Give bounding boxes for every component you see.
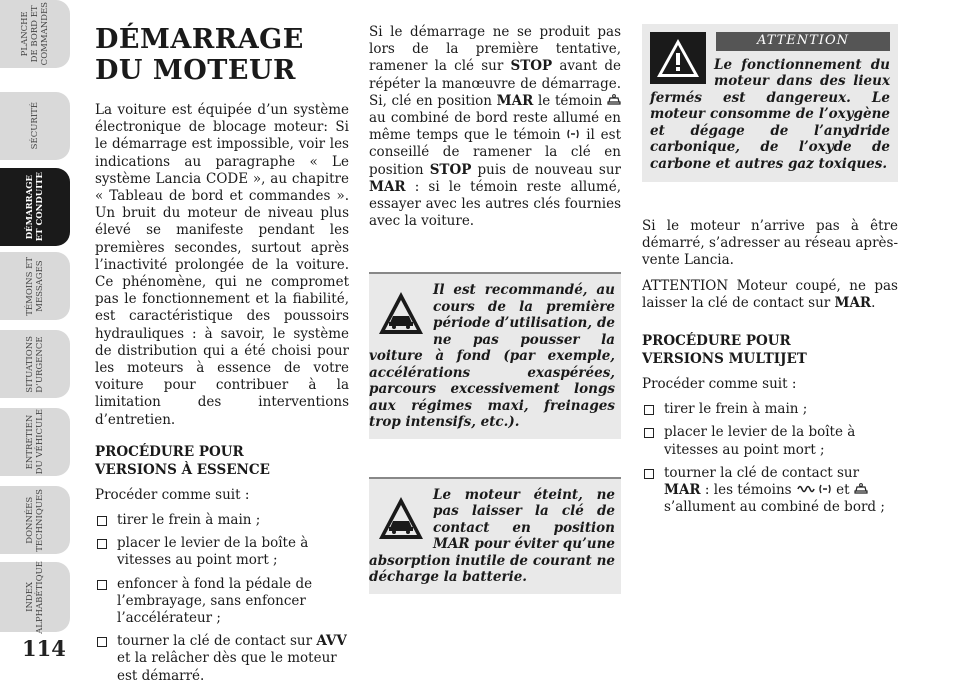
retry-paragraph: Si le démarrage ne se produit pas lors de la première tentative, ramener la clé sur STOP avant de répéter la manœuvre de démarrage. Si, clé en position MAR le témoin au combiné de bord reste allumé en même temps que le témoin il est conseillé de ramener la clé en position STOP puis de nouveau sur MAR : si le témoin reste allumé, essayer avec les autres clés fournies avec la voiture. (369, 24, 622, 230)
glow-plug-icon (818, 483, 832, 495)
attention-box (642, 24, 898, 182)
list-item: placer le levier de la boîte à vitesses au point mort ; (95, 535, 349, 569)
column-2 (369, 24, 621, 594)
car-key-warning-icon (607, 94, 621, 106)
tab-index-alphabetique[interactable]: INDEX ALPHABÉTIQUE (0, 562, 70, 632)
procedure-list-essence (95, 512, 349, 685)
tab-demarrage-et-conduite[interactable]: DÉMARRAGE ET CONDUITE (0, 168, 70, 246)
list-item: placer le levier de la boîte à vitesses au point mort ; (642, 424, 898, 458)
car-warning-triangle-icon (377, 493, 425, 543)
car-key-warning-icon (854, 483, 868, 495)
tab-temoins-et-messages[interactable]: TÉMOINS ET MESSAGES (0, 252, 70, 320)
tab-planche-de-bord[interactable]: PLANCHE DE BORD ET COMMANDES (0, 0, 70, 68)
tab-situations-urgence[interactable]: SITUATIONS D’URGENCE (0, 330, 70, 398)
page-title: DÉMARRAGE DU MOTEUR (95, 24, 304, 86)
list-item: tourner la clé de contact sur AVV et la relâcher dès que le moteur est démarré. (95, 633, 349, 685)
attention-text: Le fonctionnement du moteur dans des lieux fermés est dangereux. Le moteur consomme de l’oxygène et dégage de l’anydride carbonique, de l’oxyde de carbone et autres gaz toxiques. (650, 56, 890, 172)
procedure-lead: Procéder comme suit : (642, 376, 797, 393)
procedure-lead: Procéder comme suit : (95, 486, 250, 503)
column-1 (95, 24, 349, 691)
note-running-in: Il est recommandé, au cours de la première période d’utilisation, de ne pas pousser la voiture à fond (par exemple, accélérations exaspérées, parcours excessivement longs aux régimes maxi, freinages trop intensifs, etc.). (369, 272, 621, 439)
list-item: tirer le frein à main ; (642, 401, 898, 418)
attention-key-paragraph: ATTENTION Moteur coupé, ne pas laisser la clé de contact sur MAR. (642, 277, 898, 311)
intro-paragraph: La voiture est équipée d’un système électronique de blocage moteur: Si le démarrage est impossible, voir les indications au paragraphe « Le système Lancia CODE », au chapitre « Tableau de bord et commandes ». Un bruit du moteur de niveau plus élevé se manifeste pendant les premières secondes, surtout après l’inactivité prolongée de la voiture. Ce phénomène, qui ne compromet pas le fonctionnement et la fiabilité, est caractéristique des poussoirs hydrauliques : à savoir, le système de distribution qui a été choisi pour les moteurs à essence de votre voiture pour contribuer à la limitation des interventions d’entretien. (95, 102, 349, 428)
note-battery-drain: Le moteur éteint, ne pas laisser la clé de contact en position MAR pour éviter qu’une absorption inutile de courant ne décharge la batterie. (369, 477, 621, 594)
car-warning-triangle-icon (377, 288, 425, 338)
procedure-list-multijet (642, 401, 898, 516)
glow-plug-icon (566, 128, 580, 140)
attention-title: ATTENTION (716, 32, 890, 51)
tab-securite[interactable]: SÉCURITÉ (0, 92, 70, 160)
glow-plug-coil-icon (796, 483, 818, 495)
column-3 (642, 24, 898, 522)
warning-triangle-icon (650, 32, 706, 84)
page-number: 114 (22, 636, 66, 661)
list-item: tourner la clé de contact sur MAR : les témoins et s’allument au combiné de bord ; (642, 465, 898, 517)
section-heading-essence: PROCÉDURE POUR VERSIONS À ESSENCE (95, 443, 270, 478)
no-start-paragraph: Si le moteur n’arrive pas à être démarré, s’adresser au réseau après-vente Lancia. (642, 218, 898, 269)
tab-entretien-vehicule[interactable]: ENTRETIEN DU VÉHICULE (0, 408, 70, 476)
list-item: enfoncer à fond la pédale de l’embrayage, sans enfoncer l’accélérateur ; (95, 576, 349, 628)
chapter-sidebar (0, 0, 78, 640)
list-item: tirer le frein à main ; (95, 512, 349, 529)
section-heading-multijet: PROCÉDURE POUR VERSIONS MULTIJET (642, 333, 807, 368)
tab-donnees-techniques[interactable]: DONNÉES TECHNIQUES (0, 486, 70, 554)
